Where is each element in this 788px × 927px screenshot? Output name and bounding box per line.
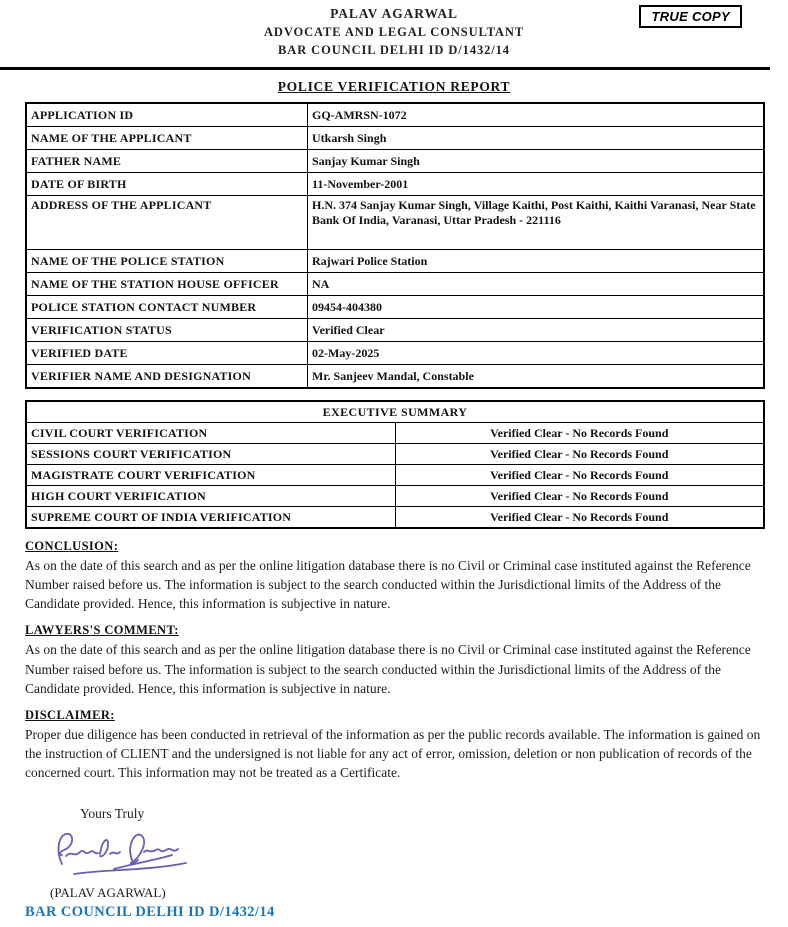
disclaimer-body: Proper due diligence has been conducted in retrieval of the information as per the public records available. The information is gained on the instruction of CLIENT and the undersigned is not liable for any act of error, omission, deletion or non publication of records of the concerned court. This information may not be treated as a Certificate.: [25, 726, 761, 781]
table-row: [26, 401, 764, 423]
summary-label: HIGH COURT VERIFICATION: [26, 486, 395, 507]
detail-value: 11-November-2001: [308, 173, 765, 196]
table-row: [26, 507, 764, 529]
detail-label: NAME OF THE STATION HOUSE OFFICER: [26, 273, 308, 296]
typed-signatory-name: (PALAV AGARWAL): [50, 885, 166, 901]
letterhead-bar-id: BAR COUNCIL DELHI ID D/1432/14: [278, 43, 510, 57]
lawyers-comment-body: As on the date of this search and as per the online litigation database there is no Civil or Criminal case instituted against the Reference Number raised before us. The information is subject to the search conducted within the Jurisdictional limits of the Address of the Candidate provided. Hence, this information is subjective in nature.: [25, 642, 751, 696]
footer-bar-id: BAR COUNCIL DELHI ID D/1432/14: [25, 904, 275, 921]
table-row: [26, 150, 764, 173]
lawyers-comment-heading: LAWYERS'S COMMENT:: [25, 623, 179, 638]
detail-value: Verified Clear: [308, 319, 765, 342]
table-row: [26, 423, 764, 444]
table-row: [26, 103, 764, 127]
table-row: [26, 444, 764, 465]
summary-value: Verified Clear - No Records Found: [395, 423, 764, 444]
detail-label: APPLICATION ID: [26, 103, 308, 127]
detail-label: VERIFICATION STATUS: [26, 319, 308, 342]
table-row: [26, 342, 764, 365]
table-row: [26, 365, 764, 389]
executive-summary-table: [25, 400, 765, 529]
detail-value: Utkarsh Singh: [308, 127, 765, 150]
detail-label: ADDRESS OF THE APPLICANT: [26, 196, 308, 250]
detail-label: FATHER NAME: [26, 150, 308, 173]
detail-value: Mr. Sanjeev Mandal, Constable: [308, 365, 765, 389]
summary-value: Verified Clear - No Records Found: [395, 507, 764, 529]
signature: [44, 824, 788, 885]
advocate-title: ADVOCATE AND LEGAL CONSULTANT: [263, 25, 525, 39]
detail-value: Sanjay Kumar Singh: [308, 150, 765, 173]
detail-value: 09454-404380: [308, 296, 765, 319]
detail-value: GQ-AMRSN-1072: [308, 103, 765, 127]
signature-scribble: [44, 824, 204, 880]
detail-value: NA: [308, 273, 765, 296]
detail-label: NAME OF THE POLICE STATION: [26, 250, 308, 273]
table-row: [26, 319, 764, 342]
detail-value: 02-May-2025: [308, 342, 765, 365]
table-row: [26, 273, 764, 296]
summary-value: Verified Clear - No Records Found: [395, 444, 764, 465]
disclaimer-heading: DISCLAIMER:: [25, 707, 115, 722]
true-copy-stamp: TRUE COPY: [639, 5, 742, 28]
report-title: POLICE VERIFICATION REPORT: [277, 79, 511, 94]
detail-label: VERIFIER NAME AND DESIGNATION: [26, 365, 308, 389]
summary-label: MAGISTRATE COURT VERIFICATION: [26, 465, 395, 486]
table-row-address: [26, 196, 764, 250]
table-row: [26, 250, 764, 273]
conclusion-heading: CONCLUSION:: [25, 539, 119, 553]
detail-label: NAME OF THE APPLICANT: [26, 127, 308, 150]
closing-line: Yours Truly: [80, 806, 145, 822]
text-sections: [25, 539, 765, 782]
summary-value: Verified Clear - No Records Found: [395, 486, 764, 507]
summary-value: Verified Clear - No Records Found: [395, 465, 764, 486]
advocate-name: PALAV AGARWAL: [330, 6, 458, 21]
table-row: [26, 173, 764, 196]
detail-label: DATE OF BIRTH: [26, 173, 308, 196]
header-divider: [0, 67, 770, 70]
detail-label: POLICE STATION CONTACT NUMBER: [26, 296, 308, 319]
table-row: [26, 127, 764, 150]
summary-label: CIVIL COURT VERIFICATION: [26, 423, 395, 444]
summary-label: SUPREME COURT OF INDIA VERIFICATION: [26, 507, 395, 529]
conclusion-body: As on the date of this search and as per the online litigation database there is no Civil or Criminal case instituted against the Reference Number raised before us. The information is subject to the search conducted within the Jurisdictional limits of the Address of the Candidate provided. Hence, this information is subjective in nature.: [25, 558, 751, 612]
executive-summary-title: EXECUTIVE SUMMARY: [26, 401, 764, 423]
detail-value: Rajwari Police Station: [308, 250, 765, 273]
summary-label: SESSIONS COURT VERIFICATION: [26, 444, 395, 465]
table-row: [26, 486, 764, 507]
table-row: [26, 296, 764, 319]
detail-label: VERIFIED DATE: [26, 342, 308, 365]
detail-value: H.N. 374 Sanjay Kumar Singh, Village Kaithi, Post Kaithi, Kaithi Varanasi, Near State Bank Of India, Varanasi, Uttar Pradesh - 221116: [308, 196, 765, 250]
table-row: [26, 465, 764, 486]
applicant-details-table: [25, 102, 765, 389]
